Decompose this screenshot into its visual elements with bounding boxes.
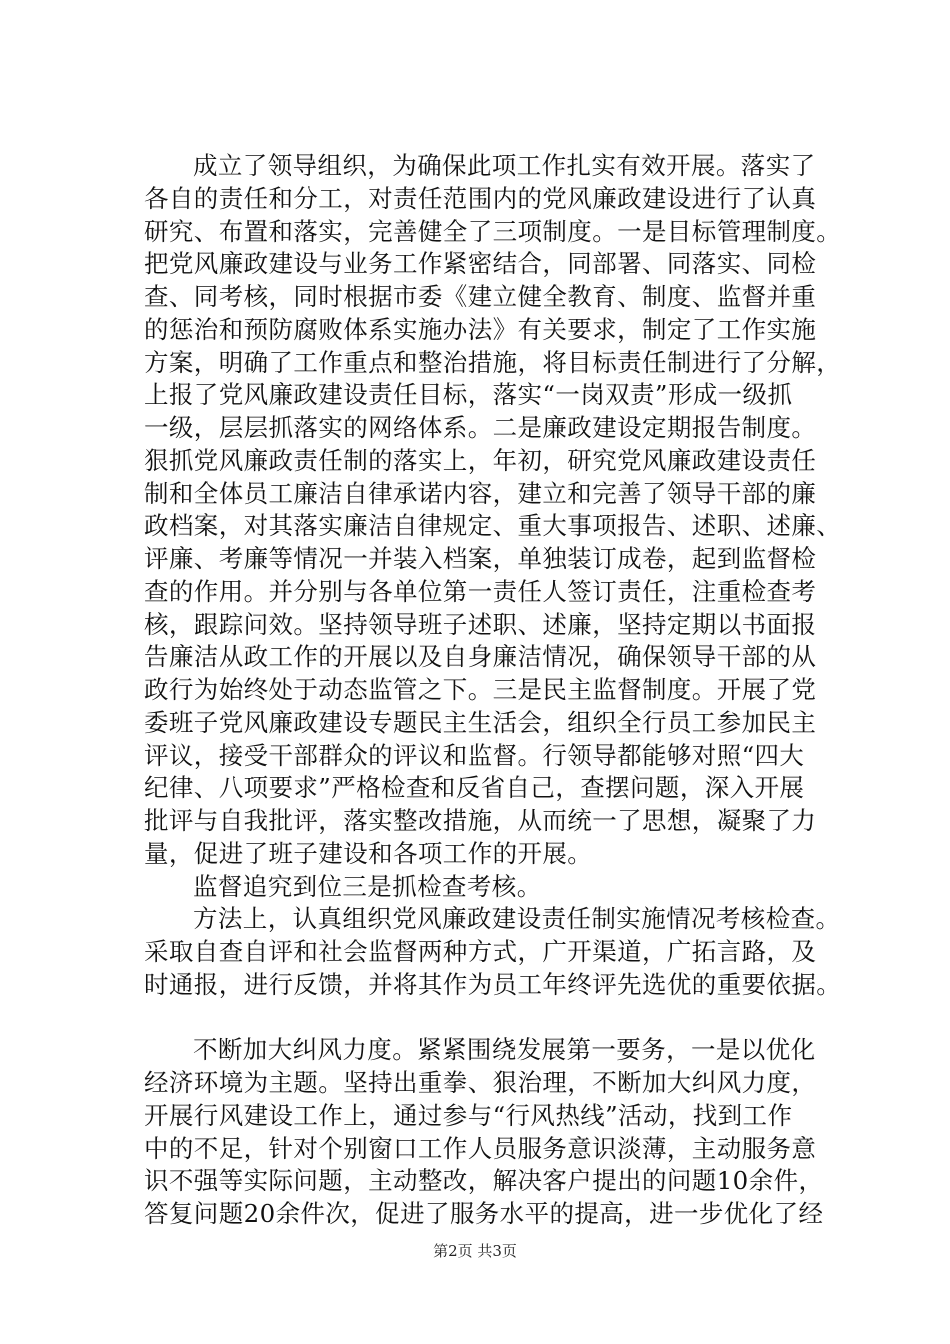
text-line: 成立了领导组织，为确保此项工作扎实有效开展。落实了 [193,151,816,180]
text-line: 制和全体员工廉洁自律承诺内容，建立和完善了领导干部的廉 [144,478,817,508]
text-line: 政行为始终处于动态监管之下。三是民主监督制度。开展了党 [144,675,817,704]
text-line: 狠抓党风廉政责任制的落实上，年初，研究党风廉政建设责任 [144,445,817,475]
text-line: 政档案，对其落实廉洁自律规定、重大事项报告、述职、述廉、 [144,511,842,541]
text-line: 各自的责任和分工，对责任范围内的党风廉政建设进行了认真 [144,183,817,213]
document-body [144,150,842,1231]
text-line: 评议，接受干部群众的评议和监督。行领导都能够对照“四大 [144,740,805,770]
text-line: 核，跟踪问效。坚持领导班子述职、述廉，坚持定期以书面报 [144,609,817,639]
text-line: 纪律、八项要求”严格检查和反省自己，查摆问题，深入开展 [144,773,805,803]
text-line: 识不强等实际问题，主动整改，解决客户提出的问题10余件， [144,1166,824,1196]
text-line: 一级，层层抓落实的网络体系。二是廉政建设定期报告制度。 [144,413,817,442]
paragraph-gap [144,1002,834,1035]
page-footer: 第2页 共3页 [433,1242,517,1260]
text-line: 方法上，认真组织党风廉政建设责任制实施情况考核检查。 [193,904,841,934]
text-line: 把党风廉政建设与业务工作紧密结合，同部署、同落实、同检 [144,249,817,279]
text-line: 量，促进了班子建设和各项工作的开展。 [144,838,593,868]
text-line: 监督追究到位三是抓检查考核。 [193,871,542,901]
text-line: 采取自查自评和社会监督两种方式，广开渠道，广拓言路，及 [144,937,817,966]
text-line: 的惩治和预防腐败体系实施办法》有关要求，制定了工作实施 [144,314,817,344]
text-line: 评廉、考廉等情况一并装入档案，单独装订成卷，起到监督检 [144,544,817,573]
text-line: 查的作用。并分别与各单位第一责任人签订责任，注重检查考 [144,576,817,606]
text-line: 上报了党风廉政建设责任目标，落实“一岗双责”形成一级抓 [144,380,793,410]
text-line: 查、同考核，同时根据市委《建立健全教育、制度、监督并重 [144,282,817,311]
text-line: 方案，明确了工作重点和整治措施，将目标责任制进行了分解， [144,347,842,377]
text-line: 研究、布置和落实，完善健全了三项制度。一是目标管理制度。 [144,216,842,246]
text-line: 不断加大纠风力度。紧紧围绕发展第一要务，一是以优化 [193,1035,816,1065]
text-line: 中的不足，针对个别窗口工作人员服务意识淡薄，主动服务意 [144,1133,817,1163]
text-line: 时通报，进行反馈，并将其作为员工年终评先选优的重要依据。 [144,969,842,999]
text-line: 批评与自我批评，落实整改措施，从而统一了思想，凝聚了力 [144,806,817,835]
text-line: 告廉洁从政工作的开展以及自身廉洁情况，确保领导干部的从 [144,642,817,672]
text-line: 答复问题20余件次，促进了服务水平的提高，进一步优化了经 [144,1199,824,1228]
text-line: 开展行风建设工作上，通过参与“行风热线”活动，找到工作 [144,1100,793,1130]
text-line: 委班子党风廉政建设专题民主生活会，组织全行员工参加民主 [144,707,817,737]
text-line: 经济环境为主题。坚持出重拳、狠治理，不断加大纠风力度， [144,1068,817,1097]
